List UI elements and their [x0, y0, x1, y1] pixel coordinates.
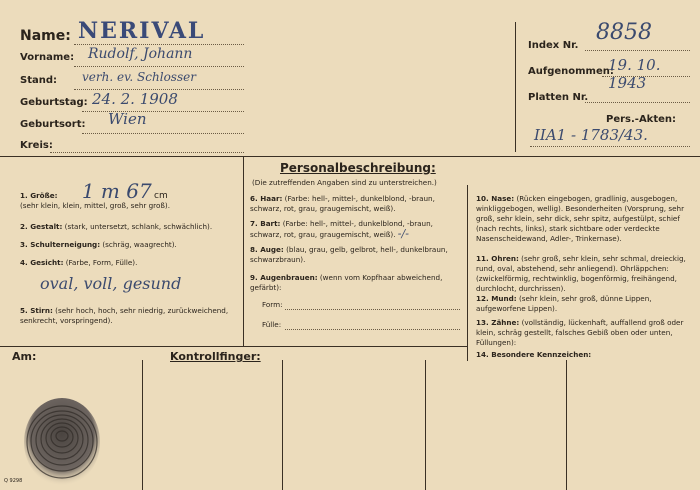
item-6 — [250, 194, 462, 214]
item-10-label: 10. Nase: — [476, 194, 515, 203]
kontroll-label: Kontrollfinger: — [170, 350, 261, 363]
finger-divider-1 — [142, 360, 143, 490]
index-line — [585, 50, 690, 51]
item-11-label: 11. Ohren: — [476, 254, 519, 263]
vorname-line — [74, 66, 244, 67]
item-6-text: (Farbe: hell-, mittel-, dunkelblond, -braun, schwarz, rot, grau, graugemischt, weiß). — [250, 194, 435, 213]
item-13-text: (vollständig, lückenhaft, auffallend groß oder klein, schräg gestellt, falsches Gebiß oben oder unten, Füllungen): — [476, 318, 684, 347]
item-1-text: (sehr klein, klein, mittel, groß, sehr groß). — [20, 201, 170, 210]
item-3-label: 3. Schulterneigung: — [20, 240, 101, 249]
item-14-label: 14. Besondere Kennzeichen: — [476, 350, 592, 359]
item-4 — [20, 258, 238, 268]
item-5 — [20, 306, 238, 326]
item-13-label: 13. Zähne: — [476, 318, 520, 327]
item-8-text: (blau, grau, gelb, gelbrot, hell-, dunkelbraun, schwarzbraun). — [250, 245, 448, 264]
item-11 — [476, 254, 688, 294]
form-label: Form: — [262, 300, 283, 309]
item-3-text: (schräg, waagrecht). — [102, 240, 177, 249]
name-line — [74, 44, 244, 45]
item-12-text: (sehr klein, sehr groß, dünne Lippen, aufgeworfene Lippen). — [476, 294, 652, 313]
item-5-text: (sehr hoch, hoch, sehr niedrig, zurückweichend, senkrecht, vorspringend). — [20, 306, 229, 325]
item-2-text: (stark, untersetzt, schlank, schwächlich). — [64, 222, 213, 231]
item-9-text: (wenn vom Kopfhaar abweichend, gefärbt): — [250, 273, 443, 292]
item-12-label: 12. Mund: — [476, 294, 517, 303]
item-10-text: (Rücken eingebogen, gradlinig, ausgebogen, winkliggebogen, wellig). Besonderheiten (Vorsprung, sehr groß, sehr klein, sehr dick, sehr spitz, aufgestülpt, schief (nach rechts, links), stark sichtbare oder verdeckte Nasenscheidewand, Adler-, Trinkernase). — [476, 194, 685, 243]
aufgenommen-label: Aufgenommen: — [528, 66, 614, 77]
item-3 — [20, 240, 238, 250]
index-label: Index Nr. — [528, 40, 579, 51]
item-14 — [476, 350, 688, 360]
geburtsort-label: Geburtsort: — [20, 119, 86, 130]
akten-value: IIA1 - 1783/43. — [534, 126, 648, 144]
top-rule — [0, 156, 700, 157]
geburtsort-line — [82, 133, 244, 134]
fulle-label: Fülle: — [262, 320, 282, 329]
name-value: NERIVAL — [78, 18, 206, 44]
platten-line — [585, 102, 690, 103]
item-2-label: 2. Gestalt: — [20, 222, 63, 231]
item-9 — [250, 273, 462, 293]
item-7 — [250, 219, 462, 240]
item-12 — [476, 294, 688, 314]
akten-line — [530, 146, 690, 147]
name-label: Name: — [20, 28, 71, 44]
stand-label: Stand: — [20, 75, 58, 86]
finger-divider-4 — [566, 360, 567, 490]
item-10 — [476, 194, 688, 244]
item-7-label: 7. Bart: — [250, 219, 281, 228]
fulle-line — [285, 329, 460, 330]
geburtsort-value: Wien — [108, 110, 147, 128]
item-1-unit: cm — [154, 191, 168, 201]
index-value: 8858 — [596, 20, 652, 45]
geburtstag-value: 24. 2. 1908 — [92, 90, 178, 108]
description-title: Personalbeschreibung: — [280, 161, 436, 175]
item-2 — [20, 222, 238, 232]
am-label: Am: — [12, 350, 37, 363]
item-1-label: 1. Größe: — [20, 191, 58, 200]
item-9-label: 9. Augenbrauen: — [250, 273, 318, 282]
column-divider-1 — [243, 156, 244, 346]
header-divider — [515, 22, 516, 152]
item-8-label: 8. Auge: — [250, 245, 284, 254]
akten-label: Pers.-Akten: — [606, 114, 677, 125]
item-4-value: oval, voll, gesund — [40, 274, 182, 293]
item-5-label: 5. Stirn: — [20, 306, 53, 315]
form-code: Q 9298 — [4, 478, 23, 484]
item-1 — [20, 179, 238, 211]
kreis-line — [50, 152, 244, 153]
vorname-label: Vorname: — [20, 52, 75, 63]
item-8 — [250, 245, 462, 265]
item-7-value: -/- — [397, 227, 409, 240]
item-13 — [476, 318, 688, 348]
item-11-text: (sehr groß, sehr klein, sehr schmal, dreieckig, rund, oval, abstehend, sehr anliegend). Ohrläppchen: (zwickelförmig, rechtwinklig, bogenförmig, freihängend, durchlocht, durchrissen). — [476, 254, 686, 293]
column-divider-2 — [467, 185, 468, 361]
item-4-label: 4. Gesicht: — [20, 258, 64, 267]
item-7-text: (Farbe: hell-, mittel-, dunkelblond, -braun, schwarz, rot, grau, graugemischt, weiß). — [250, 219, 433, 239]
finger-divider-2 — [282, 360, 283, 490]
vorname-value: Rudolf, Johann — [88, 46, 193, 62]
kreis-label: Kreis: — [20, 140, 53, 151]
stand-value: verh. ev. Schlosser — [82, 70, 196, 84]
aufgenommen-value: 19. 10. 1943 — [608, 56, 661, 92]
item-6-label: 6. Haar: — [250, 194, 283, 203]
finger-divider-3 — [425, 360, 426, 490]
fingerprint-image — [22, 394, 102, 486]
aufgenommen-line — [602, 76, 690, 77]
lower-rule — [0, 346, 468, 347]
form-line — [285, 309, 460, 310]
item-4-text: (Farbe, Form, Fülle). — [65, 258, 138, 267]
item-1-value: 1 m 67 — [81, 179, 152, 203]
geburtstag-line — [82, 111, 244, 112]
platten-label: Platten Nr. — [528, 92, 589, 103]
description-subtitle: (Die zutreffenden Angaben sind zu unterstreichen.) — [252, 178, 437, 187]
geburtstag-label: Geburtstag: — [20, 97, 88, 108]
